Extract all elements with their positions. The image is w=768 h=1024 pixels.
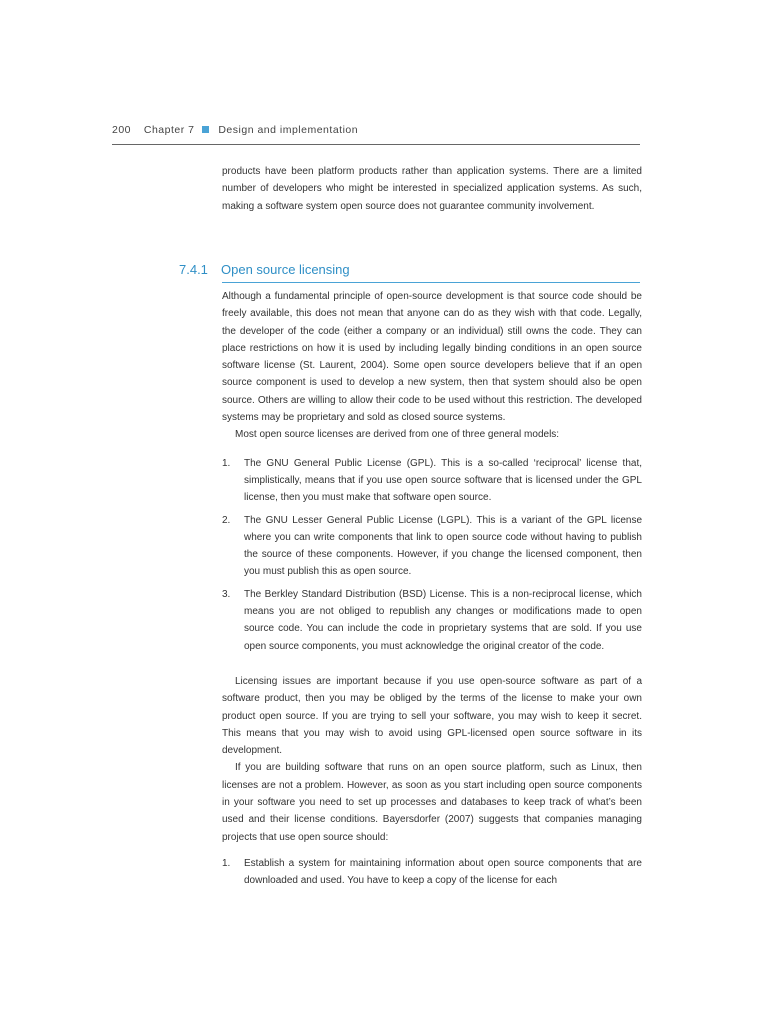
list-item-text: The Berkley Standard Distribution (BSD) License. This is a non-reciprocal license, which means you are not obliged to republish any changes or modifications made to open source code. You can include the code in proprietary systems that are sold. If you use open source components, you must acknowledge the original creator of the code. <box>244 588 642 652</box>
list-item-text: Establish a system for maintaining information about open source components that are downloaded and used. You have to keep a copy of the license for each <box>244 857 642 887</box>
list-item <box>222 512 642 581</box>
list-item <box>222 455 642 507</box>
intro-paragraph: products have been platform products rather than application systems. There are a limited number of developers who might be interested in specialized application systems. As such, making a software system open source does not guarantee community involvement. <box>222 166 642 212</box>
chapter-title: Design and implementation <box>218 124 359 136</box>
list-item <box>222 855 642 890</box>
section-number: 7.4.1 <box>179 262 208 277</box>
section-rule <box>222 282 640 283</box>
list-item-number: 1. <box>222 857 231 869</box>
list-item-number: 2. <box>222 514 231 526</box>
paragraph: Although a fundamental principle of open-source development is that source code should be freely available, this does not mean that anyone can do as they wish with that code. Legally, the developer of the code (either a company or an individual) still owns the code. They can place restrictions on how it is used by including legally binding conditions in an open source software license (St. Laurent, 2004). Some open source developers believe that if an open source component is used to develop a new system, then that system should also be open source. Others are willing to allow their code to be used without this restriction. The developed systems may be proprietary and sold as closed source systems. <box>222 291 642 424</box>
steps-list <box>222 855 642 890</box>
list-item <box>222 586 642 655</box>
paragraph: Licensing issues are important because if you use open-source software as part of a software product, then you may be obliged by the terms of the license to make your own product open source. If you are trying to sell your software, you may wish to keep it secret. This means that you may wish to avoid using GPL-licensed open source software in its development. <box>222 675 642 757</box>
running-head <box>112 124 640 136</box>
section-body <box>222 288 642 890</box>
page-number: 200 <box>112 124 132 136</box>
chapter-label: Chapter 7 <box>143 124 195 136</box>
paragraph: Most open source licenses are derived from one of three general models: <box>235 429 560 441</box>
list-item-text: The GNU Lesser General Public License (LGPL). This is a variant of the GPL license where you can write components that link to open source code without having to publish the source of these components. However, if you change the licensed component, then you must publish this as open source. <box>244 514 642 578</box>
section-heading <box>179 262 640 277</box>
paragraph: If you are building software that runs on an open source platform, such as Linux, then licenses are not a problem. However, as soon as you start including open source components in your software you need to set up processes and databases to keep track of what’s been used and their license conditions. Bayersdorfer (2007) suggests that companies managing projects that use open source should: <box>222 762 642 843</box>
list-item-text: The GNU General Public License (GPL). This is a so-called ‘reciprocal’ license that, simplistically, means that if you use open source software that is licensed under the GPL license, then you must make that software open source. <box>244 457 642 504</box>
intro-block <box>222 163 642 215</box>
square-bullet-icon <box>202 126 209 133</box>
section-title: Open source licensing <box>221 262 350 277</box>
header-rule <box>112 144 640 145</box>
license-model-list <box>222 455 642 655</box>
list-item-number: 3. <box>222 588 231 600</box>
list-item-number: 1. <box>222 457 231 469</box>
